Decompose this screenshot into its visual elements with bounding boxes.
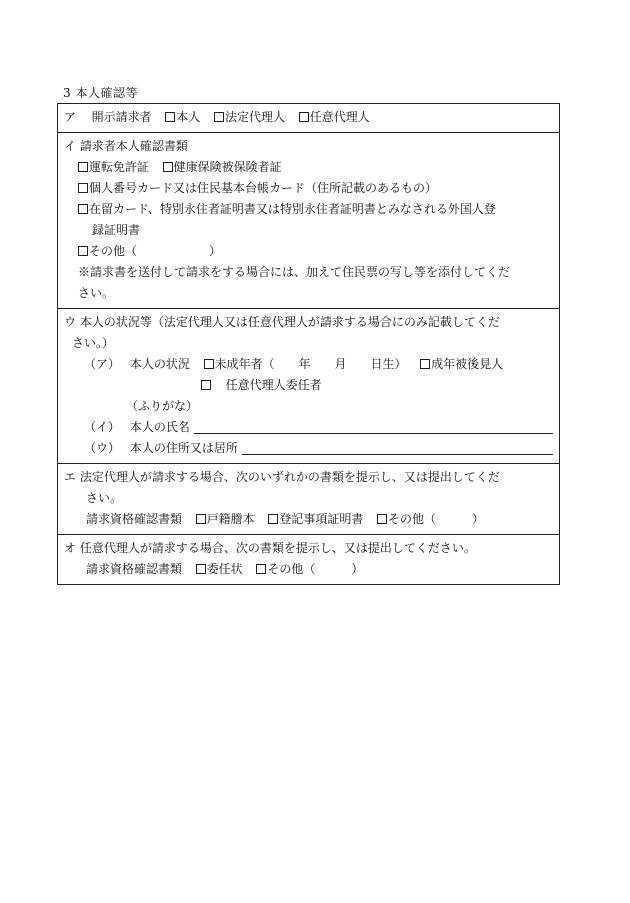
checkbox-registry-certificate[interactable] <box>268 514 278 524</box>
option-self: 本人 <box>176 110 201 124</box>
status-label: 本人の状況 <box>129 357 190 371</box>
section-a-prefix: ア <box>64 110 77 124</box>
option-registry-certificate: 登記事項証明書 <box>279 512 364 526</box>
option-residence-card: 在留カード、特別永住者証明書又は特別永住者証明書とみなされる外国人登 <box>89 202 496 216</box>
checkbox-power-of-attorney[interactable] <box>196 564 206 574</box>
address-field[interactable] <box>242 440 553 455</box>
option-other-voluntary: その他（ ） <box>267 562 364 576</box>
checkbox-my-number-card[interactable] <box>78 183 88 193</box>
option-power-of-attorney: 委任状 <box>206 562 243 576</box>
section-o-line1: オ 任意代理人が請求する場合、次の書類を提示し、又は提出してください。 <box>64 541 476 555</box>
checkbox-family-register[interactable] <box>196 514 206 524</box>
section-id-documents <box>58 133 559 309</box>
section-heading: 3 本人確認等 <box>63 86 138 100</box>
checkbox-minor[interactable] <box>204 359 214 369</box>
requester-label: 開示請求者 <box>91 110 152 124</box>
mail-note-line1: ※請求書を送付して請求をする場合には、加えて住民票の写し等を添付してくだ <box>78 265 511 279</box>
furigana-label: （ふりがな） <box>126 399 199 413</box>
section-person-status <box>58 309 559 464</box>
address-label: 本人の住所又は居所 <box>129 441 238 455</box>
section-legal-agent-docs <box>58 464 559 535</box>
option-adult-ward: 成年被後見人 <box>431 357 504 371</box>
identity-verification-form <box>57 103 560 585</box>
option-legal-agent: 法定代理人 <box>225 110 286 124</box>
section-u-title-line2: さい。） <box>72 336 115 350</box>
name-label: 本人の氏名 <box>129 420 190 434</box>
option-voluntary-agent: 任意代理人 <box>309 110 370 124</box>
section-u-title-line1: ウ 本人の状況等（法定代理人又は任意代理人が請求する場合にのみ記載してくだ <box>64 315 500 329</box>
option-other-id: その他（ ） <box>89 244 222 258</box>
option-other-legal: その他（ ） <box>388 512 485 526</box>
checkbox-drivers-license[interactable] <box>78 162 88 172</box>
option-delegator: 任意代理人委任者 <box>225 378 322 392</box>
option-family-register: 戸籍謄本 <box>206 512 255 526</box>
checkbox-adult-ward[interactable] <box>420 359 430 369</box>
section-requester-type <box>58 104 559 133</box>
checkbox-other-voluntary[interactable] <box>256 564 266 574</box>
section-e-line2: さい。 <box>86 491 123 505</box>
checkbox-legal-agent[interactable] <box>214 112 224 122</box>
voluntary-docs-label: 請求資格確認書類 <box>86 562 183 576</box>
checkbox-self[interactable] <box>165 112 175 122</box>
item-u-label: （ウ） <box>84 441 121 455</box>
checkbox-health-insurance[interactable] <box>163 162 173 172</box>
option-my-number-card: 個人番号カード又は住民基本台帳カード（住所記載のあるもの） <box>89 181 438 195</box>
item-i-label: （イ） <box>84 420 121 434</box>
legal-docs-label: 請求資格確認書類 <box>86 512 183 526</box>
section-e-line1: エ 法定代理人が請求する場合、次のいずれかの書類を提示し、又は提出してくだ <box>64 470 500 484</box>
checkbox-other-legal[interactable] <box>377 514 387 524</box>
checkbox-voluntary-agent[interactable] <box>299 112 309 122</box>
checkbox-residence-card[interactable] <box>78 204 88 214</box>
option-drivers-license: 運転免許証 <box>89 160 150 174</box>
name-field[interactable] <box>194 419 553 434</box>
option-health-insurance: 健康保険被保険者証 <box>173 160 282 174</box>
option-residence-card-cont: 録証明書 <box>92 223 141 237</box>
checkbox-delegator[interactable] <box>201 380 211 390</box>
mail-note-line2: さい。 <box>78 286 115 300</box>
item-a-label: （ア） <box>84 357 121 371</box>
option-minor: 未成年者（ 年 月 日生） <box>214 357 407 371</box>
checkbox-other-id[interactable] <box>78 246 88 256</box>
section-i-title: イ 請求者本人確認書類 <box>64 139 188 153</box>
section-voluntary-agent-docs <box>58 535 559 584</box>
